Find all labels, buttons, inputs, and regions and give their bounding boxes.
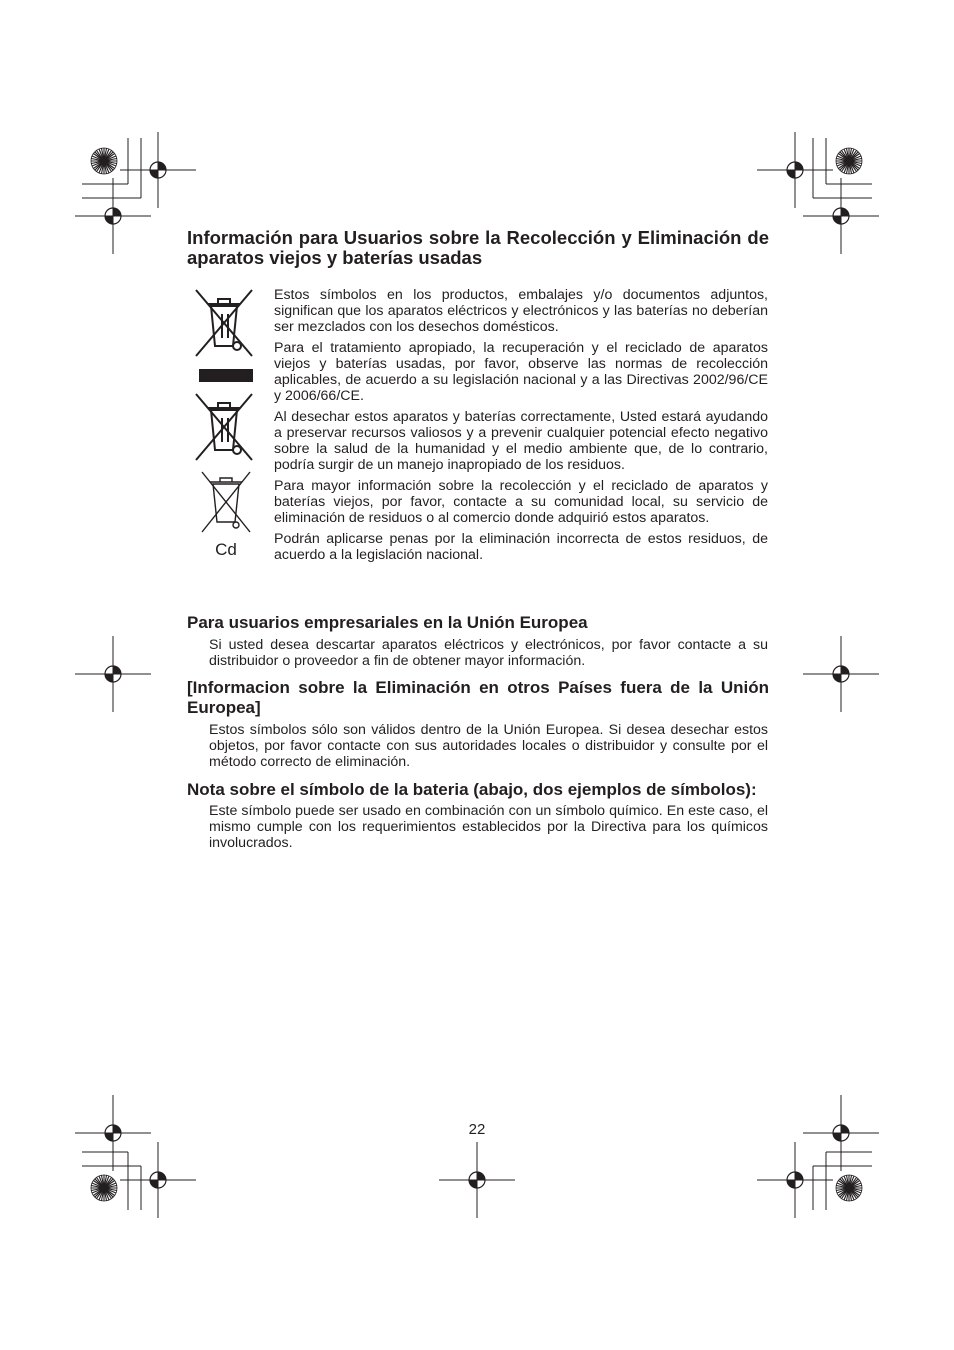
disposal-symbols bbox=[190, 286, 262, 566]
intro-paragraph: Para mayor información sobre la recolección y el reciclado de aparatos y baterías viejos, por favor, contacte a su comunidad local, su servicio de eliminación de residuos o al comercio donde adquirió estos aparatos. bbox=[274, 478, 768, 526]
intro-paragraph: Podrán aplicarse penas por la eliminación incorrecta de estos residuos, de acuerdo a la legislación nacional. bbox=[274, 531, 768, 563]
intro-paragraph: Para el tratamiento apropiado, la recuperación y el reciclado de aparatos viejos y baterías usadas, por favor, observe las normas de recolección aplicables, de acuerdo a su legislación nacional y a las Directivas 2002/96/CE y 2006/66/CE. bbox=[274, 340, 768, 404]
section-body-battery-note: Este símbolo puede ser usado en combinación con un símbolo químico. En este caso, el mismo cumple con los requerimientos establecidos por la Directiva para los químicos involucrados. bbox=[209, 803, 768, 851]
section-heading-business-users: Para usuarios empresariales en la Unión Europea bbox=[187, 613, 588, 632]
section-body-business-users: Si usted desea descartar aparatos eléctricos y electrónicos, por favor contacte a su distribuidor o proveedor a fin de obtener mayor información. bbox=[209, 637, 768, 669]
section-heading-outside-eu: [Informacion sobre la Eliminación en otros Países fuera de la Unión Europea] bbox=[187, 678, 769, 717]
intro-text bbox=[274, 287, 768, 568]
page-title: Información para Usuarios sobre la Recolección y Eliminación de aparatos viejos y baterías usadas bbox=[187, 227, 769, 268]
crossed-bin-icon bbox=[196, 394, 252, 460]
intro-paragraph: Al desechar estos aparatos y baterías correctamente, Usted estará ayudando a preservar recursos valiosos y a prevenir cualquier potencial efecto negativo sobre la salud de la humanidad y el medio ambiente que, de lo contrario, podría surgir de un manejo inapropiado de los residuos. bbox=[274, 409, 768, 473]
battery-chemical-label: Cd bbox=[215, 540, 237, 559]
crossed-bin-with-bar-icon bbox=[196, 290, 253, 382]
page-number: 22 bbox=[468, 1121, 486, 1138]
intro-paragraph: Estos símbolos en los productos, embalajes y/o documentos adjuntos, significan que los aparatos eléctricos y electrónicos y las baterías no deberían ser mezclados con los desechos domésticos. bbox=[274, 287, 768, 335]
section-heading-battery-note: Nota sobre el símbolo de la bateria (abajo, dos ejemplos de símbolos): bbox=[187, 780, 757, 799]
crossed-bin-cd-icon bbox=[202, 472, 250, 532]
section-body-outside-eu: Estos símbolos sólo son válidos dentro de la Unión Europea. Si desea desechar estos objetos, por favor contacte con sus autoridades locales o distribuidor y consulte por el método correcto de eliminación. bbox=[209, 722, 768, 770]
